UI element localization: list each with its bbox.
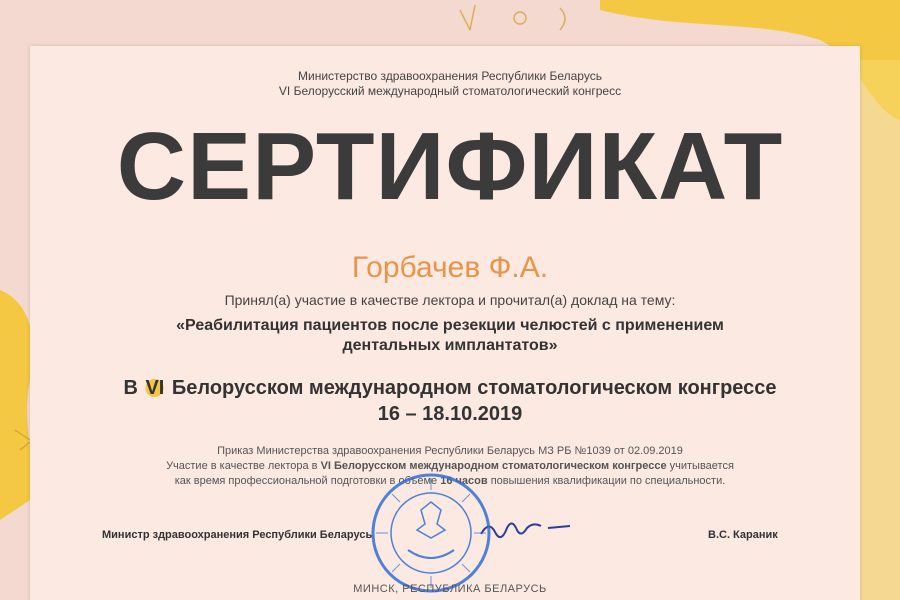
recipient-name: Горбачев Ф.А. — [351, 251, 549, 284]
signatory-title: Министр здравоохранения Республики Беларусь — [102, 529, 373, 541]
issue-location: МИНСК, РЕСПУБЛИКА БЕЛАРУСЬ — [353, 583, 547, 595]
order-line-3-b: 16 часов — [440, 475, 488, 487]
order-line-2-b: VI Белорусском международном стоматологическом конгрессе — [320, 460, 667, 472]
order-line-2-a: Участие в качестве лектора в — [166, 460, 321, 472]
signatory-name: В.С. Караник — [708, 529, 778, 541]
ministry-line: Министерство здравоохранения Республики Беларусь — [298, 69, 602, 83]
congress-prefix: В — [123, 377, 144, 399]
congress-suffix: Белорусском международном стоматологическом конгрессе — [166, 377, 777, 399]
certificate-title: СЕРТИФИКАТ — [116, 113, 784, 220]
issuer-block — [0, 69, 900, 99]
topic-line-1: «Реабилитация пациентов после резекции челюстей с применением — [176, 317, 724, 334]
order-line-3-c: повышения квалификации по специальности. — [487, 475, 726, 487]
congress-dates: 16 – 18.10.2019 — [377, 403, 523, 425]
order-line-3-a: как время профессиональной подготовки в объеме — [174, 475, 441, 487]
congress-name — [0, 375, 900, 401]
congress-line: VI Белорусский международный стоматологический конгресс — [278, 84, 622, 98]
order-line-1: Приказ Министерства здравоохранения Республики Беларусь МЗ РБ №1039 от 02.09.2019 — [217, 445, 683, 457]
order-line-2-c: учитывается — [666, 460, 734, 472]
participation-text: Принял(а) участие в качестве лектора и прочитал(а) доклад на тему: — [224, 292, 676, 308]
congress-block — [0, 375, 900, 427]
official-seal-icon — [368, 470, 494, 596]
topic-line-2: дентальных имплантатов» — [342, 337, 558, 354]
congress-roman-numeral: VI — [145, 377, 165, 399]
report-topic — [0, 316, 900, 356]
